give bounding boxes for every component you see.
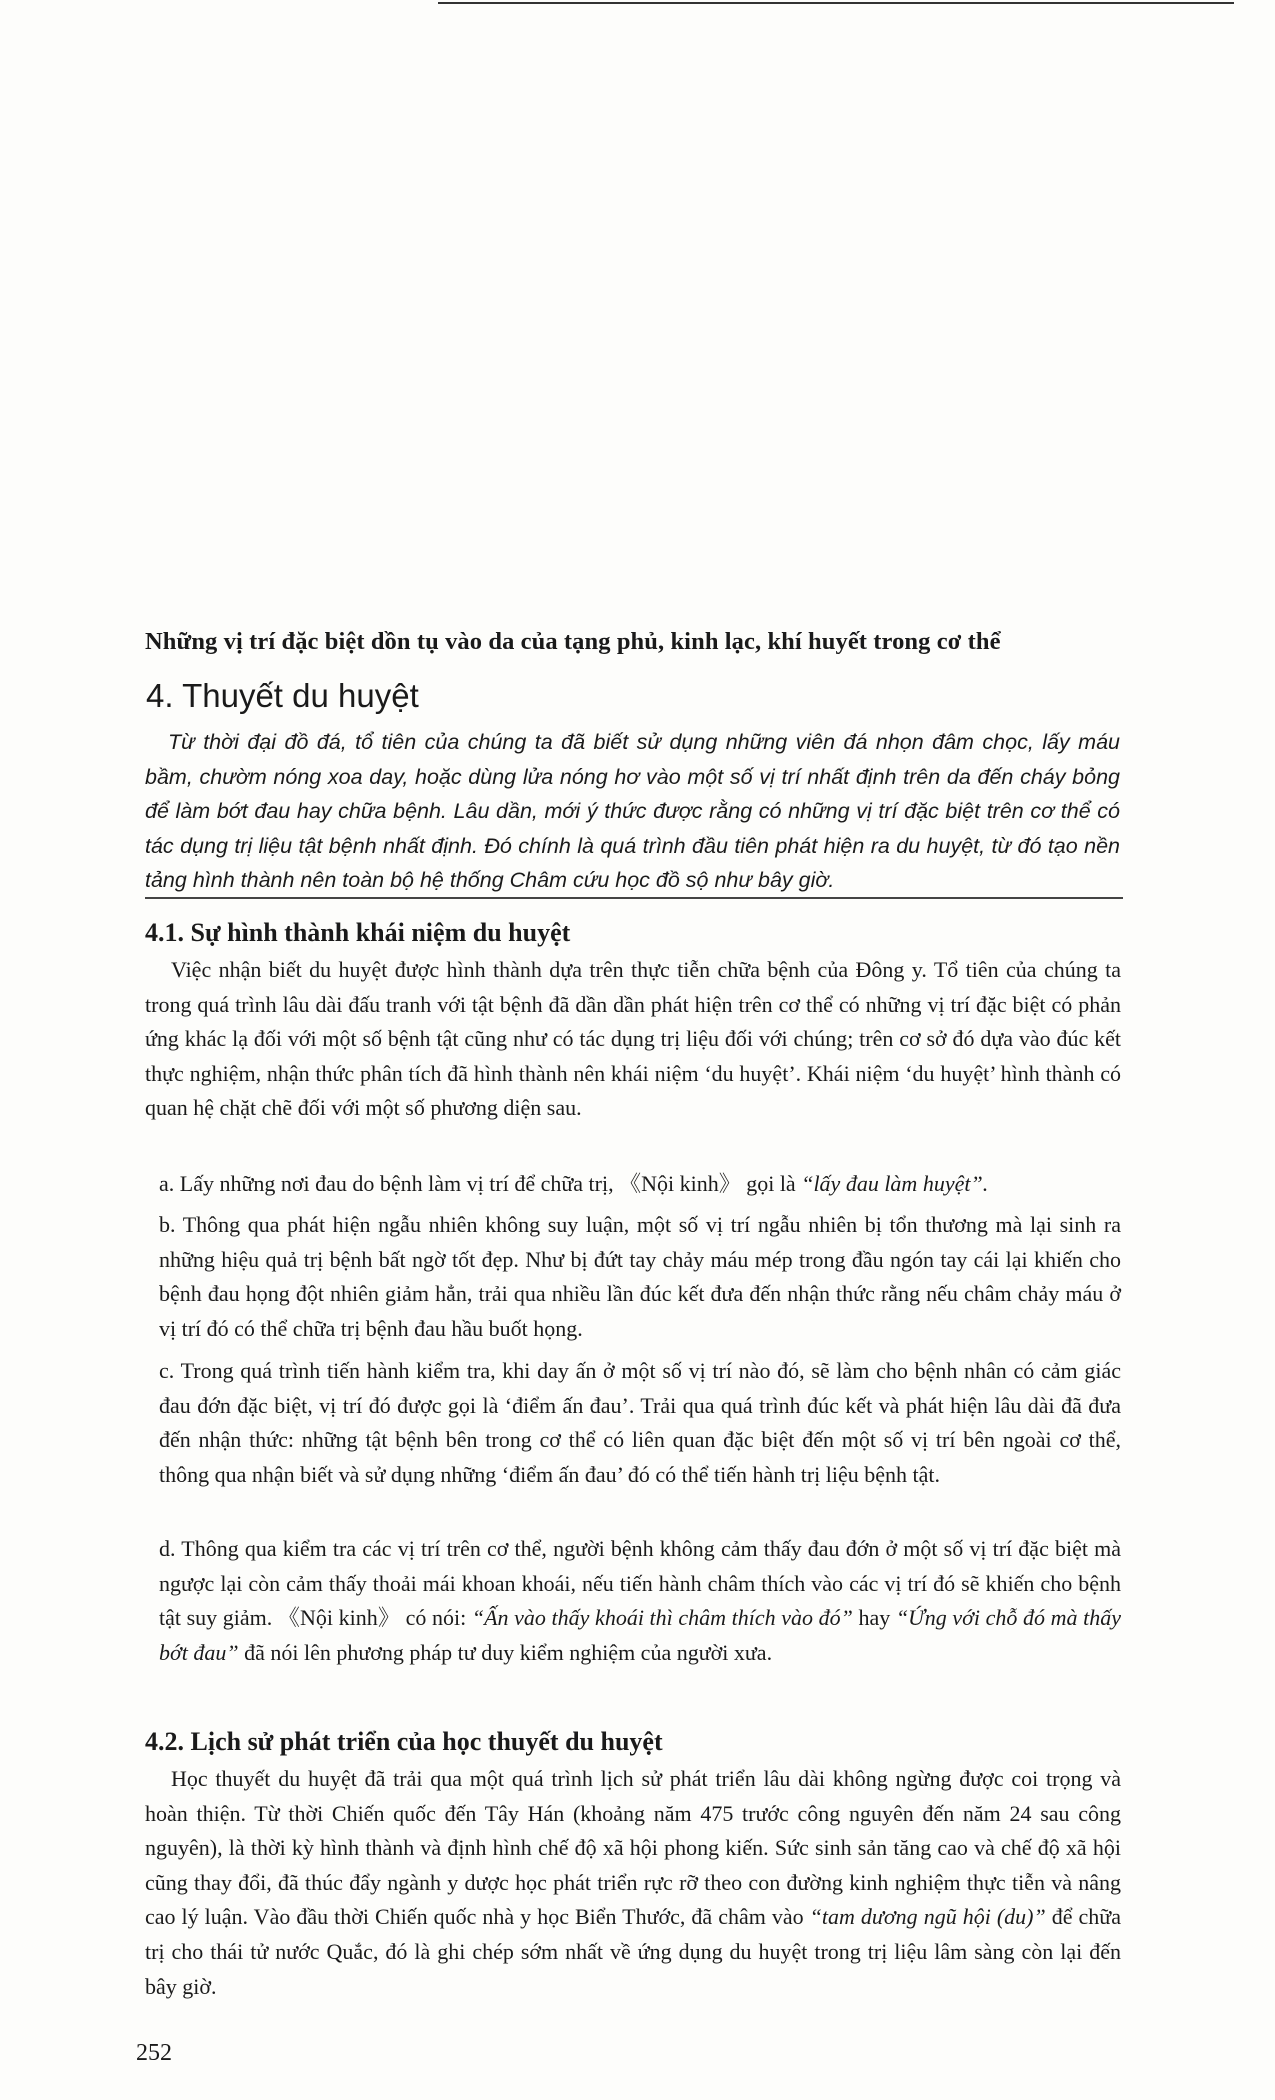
list-item-d-text2: hay	[852, 1605, 896, 1631]
top-rule	[438, 2, 1234, 4]
list-item-a-quote: “lấy đau làm huyệt”.	[801, 1171, 989, 1196]
list-item-a-text: a. Lấy những nơi đau do bệnh làm vị trí để chữa trị, 《Nội kinh》 gọi là	[159, 1171, 802, 1196]
chapter-title: 4. Thuyết du huyệt	[146, 677, 419, 714]
section-heading-4-2: 4.2. Lịch sử phát triển của học thuyết du huyệt	[145, 1727, 663, 1756]
list-item-c-text: c. Trong quá trình tiến hành kiểm tra, khi day ấn ở một số vị trí nào đó, sẽ làm cho bệnh nhân có cảm giác đau đớn đặc biệt, vị trí đó được gọi là ‘điểm ấn đau’. Trải qua quá trình đúc kết và phát hiện lâu dài đã đưa đến nhận thức: những tật bệnh bên trong cơ thể có liên quan đặc biệt đến một số vị trí bên ngoài cơ thể, thông qua nhận biết và sử dụng những ‘điểm ấn đau’ đó có thể tiến hành trị liệu bệnh tật.	[159, 1358, 1121, 1487]
section-4-2-text1: Học thuyết du huyệt đã trải qua một quá trình lịch sử phát triển lâu dài không ngừng được coi trọng và hoàn thiện. Từ thời Chiến quốc đến Tây Hán (khoảng năm 475 trước công nguyên đến năm 24 sau công nguyên), là thời kỳ hình thành và định hình chế độ xã hội phong kiến. Sức sinh sản tăng cao và chế độ xã hội cũng thay đổi, đã thúc đẩy ngành y dược học phát triển rực rỡ theo con đường kinh nghiệm thực tiễn và nâng cao lý luận. Vào đầu thời Chiến quốc nhà y học Biển Thước, đã châm vào	[145, 1766, 1121, 1930]
section-4-1-paragraph: Việc nhận biết du huyệt được hình thành dựa trên thực tiễn chữa bệnh của Đông y. Tổ tiên của chúng ta trong quá trình lâu dài đấu tranh với tật bệnh đã dần dần phát hiện trên cơ thể có những vị trí đặc biệt có phản ứng khác lạ đối với một số bệnh tật cũng như có tác dụng trị liệu đối với chúng; trên cơ sở đó dựa vào đúc kết thực nghiệm, nhận thức phân tích đã hình thành nên khái niệm ‘du huyệt’. Khái niệm ‘du huyệt’ hình thành có quan hệ chặt chẽ đối với một số phương diện sau.	[145, 957, 1121, 1121]
list-item-d-quote1: “Ấn vào thấy khoái thì châm thích vào đó”	[471, 1605, 853, 1631]
list-item-c	[145, 1354, 1121, 1492]
list-item-d-text1: d. Thông qua kiểm tra các vị trí trên cơ thể, người bệnh không cảm thấy đau đớn ở một số vị trí đặc biệt mà ngược lại còn cảm thấy thoải mái khoan khoái, nếu tiến hành châm thích vào các vị trí đó sẽ khiến cho bệnh tật suy giảm. 《Nội kinh》 có nói:	[159, 1536, 1121, 1631]
list-item-a	[145, 1167, 1121, 1202]
list-item-d-text3: đã nói lên phương pháp tư duy kiểm nghiệm của người xưa.	[238, 1639, 773, 1665]
section-4-2-paragraph	[145, 1762, 1121, 2004]
intro-divider	[145, 897, 1123, 899]
list-item-d-quote2: “Ứng với chỗ đó mà thấy bớt đau”	[159, 1605, 1122, 1665]
list-item-b	[145, 1208, 1121, 1346]
list-item-b-text: b. Thông qua phát hiện ngẫu nhiên không suy luận, một số vị trí ngẫu nhiên bị tổn thương mà lại sinh ra những hiệu quả trị bệnh bất ngờ tốt đẹp. Như bị đứt tay chảy máu mép trong đầu ngón tay cái lại khiến cho bệnh đau họng đột nhiên giảm hẳn, trải qua nhiều lần đúc kết đưa đến nhận thức rằng nếu châm chảy máu ở vị trí đó có thể chữa trị bệnh đau hầu buốt họng.	[159, 1212, 1121, 1341]
page-number: 252	[136, 2040, 172, 2066]
section-4-2-quote: “tam dương ngũ hội (du)”	[809, 1904, 1046, 1930]
running-head: Những vị trí đặc biệt dồn tụ vào da của tạng phủ, kinh lạc, khí huyết trong cơ thể	[145, 628, 1001, 655]
list-item-d	[145, 1532, 1121, 1670]
chapter-intro: Từ thời đại đồ đá, tổ tiên của chúng ta đã biết sử dụng những viên đá nhọn đâm chọc, lấy máu bầm, chườm nóng xoa day, hoặc dùng lửa nóng hơ vào một số vị trí nhất định trên da đến cháy bỏng để làm bớt đau hay chữa bệnh. Lâu dần, mới ý thức được rằng có những vị trí đặc biệt trên cơ thể có tác dụng trị liệu tật bệnh nhất định. Đó chính là quá trình đầu tiên phát hiện ra du huyệt, từ đó tạo nền tảng hình thành nên toàn bộ hệ thống Châm cứu học đồ sộ như bây giờ.	[145, 730, 1120, 892]
section-4-2-text2: để chữa trị cho thái tử nước Quắc, đó là ghi chép sớm nhất về ứng dụng du huyệt trong trị liệu lâm sàng còn lại đến bây giờ.	[145, 1904, 1121, 1999]
section-heading-4-1: 4.1. Sự hình thành khái niệm du huyệt	[145, 918, 571, 947]
